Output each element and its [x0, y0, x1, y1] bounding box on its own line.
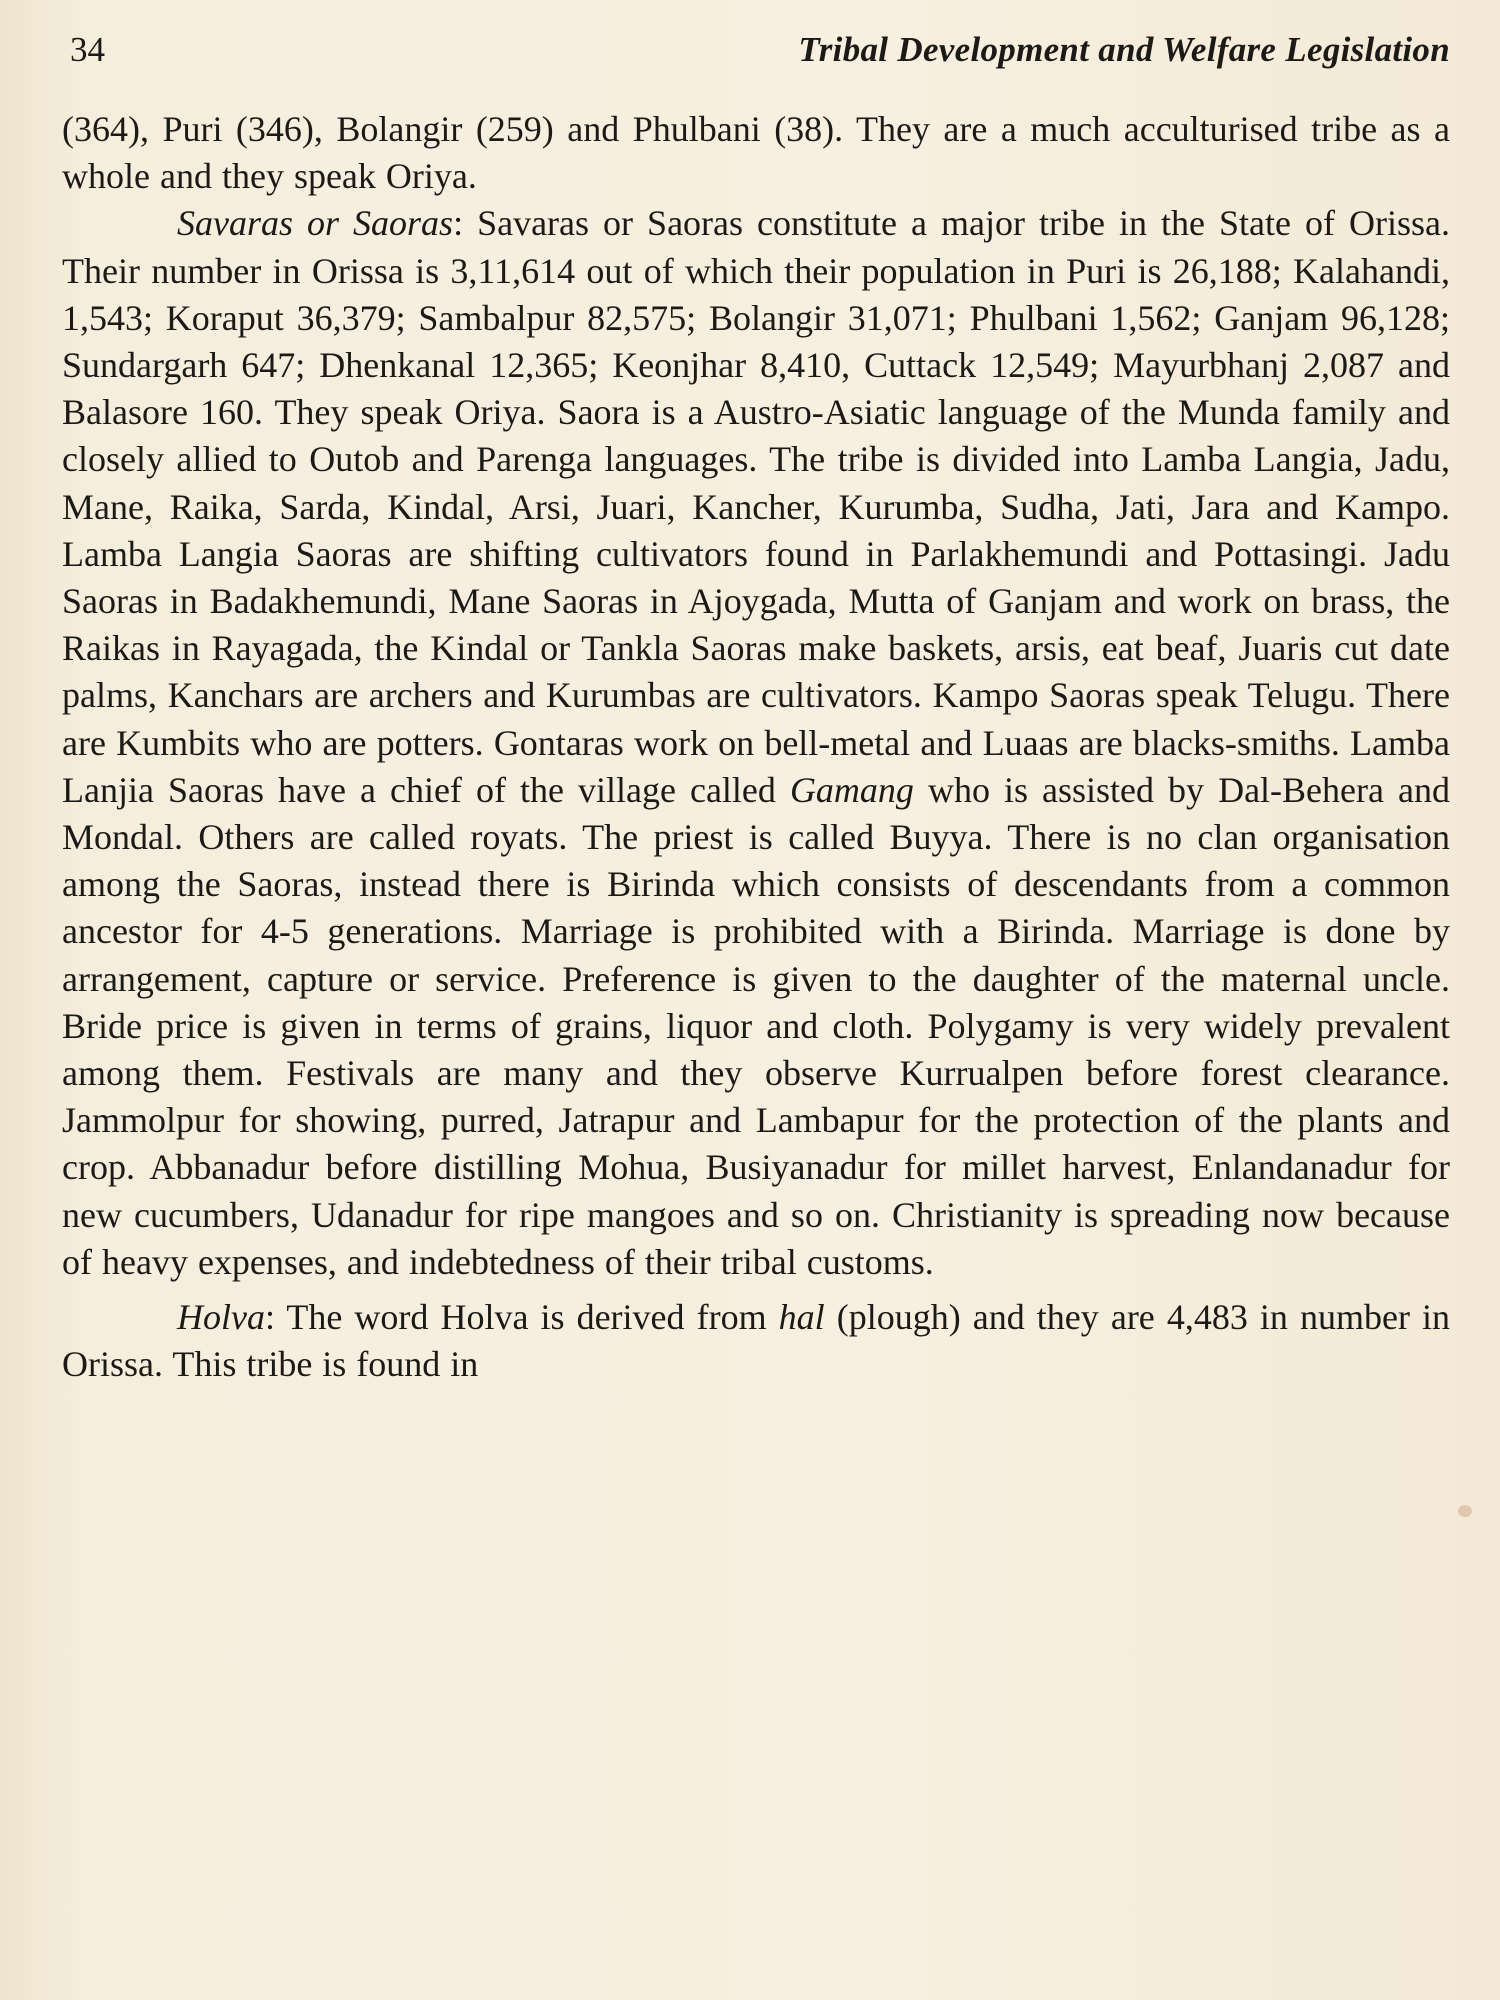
running-head	[62, 30, 1450, 92]
paragraph-holva	[62, 1294, 1450, 1388]
paragraph-text-continued: (plough) and they are 4,483 in number in Orissa. This tribe is found in	[62, 1297, 1450, 1385]
section-lead-in: Holva	[177, 1297, 265, 1338]
paragraph-text: : Savaras or Saoras constitute a major tribe in the State of Orissa. Their number in Orissa is 3,11,614 out of which their population in Puri is 26,188; Kalahandi, 1,543; Koraput 36,379; Sambalpur 82,575; Bolangir 31,071; Phulbani 1,562; Ganjam 96,128; Sundargarh 647; Dhenkanal 12,365; Keonjhar 8,410, Cuttack 12,549; Mayurbhanj 2,087 and Balasore 160. They speak Oriya. Saora is a Austro-Asiatic language of the Munda family and closely allied to Outob and Parenga languages. The tribe is divided into Lamba Langia, Jadu, Mane, Raika, Sarda, Kindal, Arsi, Juari, Kancher, Kurumba, Sudha, Jati, Jara and Kampo. Lamba Langia Saoras are shifting cultivators found in Parlakhemundi and Pottasingi. Jadu Saoras in Badakhemundi, Mane Saoras in Ajoygada, Mutta of Ganjam and work on brass, the Raikas in Rayagada, the Kindal or Tankla Saoras make baskets, arsis, eat beaf, Juaris cut date palms, Kanchars are archers and Kurumbas are cultivators. Kampo Saoras speak Telugu. There are Kumbits who are potters. Gontaras work on bell-metal and Luaas are blacks-smiths. Lamba Lanjia Saoras have a chief of the village called	[62, 203, 1450, 810]
running-title: Tribal Development and Welfare Legislation	[798, 30, 1450, 69]
italic-term: hal	[778, 1297, 825, 1338]
section-lead-in: Savaras or Saoras	[177, 203, 454, 244]
paragraph-text: (364), Puri (346), Bolangir (259) and Phulbani (38). They are a much acculturised tribe as a whole and they speak Oriya.	[62, 109, 1450, 197]
italic-term: Gamang	[789, 769, 914, 810]
paragraph-text: : The word Holva is derived from	[264, 1297, 779, 1338]
body-text	[62, 106, 1450, 1388]
paper-stain	[1458, 1505, 1472, 1517]
page-number: 34	[70, 30, 105, 69]
paragraph-savaras	[62, 200, 1450, 1286]
paragraph-continuation	[62, 106, 1450, 200]
paragraph-text-continued: who is assisted by Dal-Behera and Mondal. Others are called royats. The priest is called Buyya. There is no clan organisation among the Saoras, instead there is Birinda which consists of descendants from a common ancestor for 4-5 generations. Marriage is prohibited with a Birinda. Marriage is done by arrangement, capture or service. Preference is given to the daughter of the maternal uncle. Bride price is given in terms of grains, liquor and cloth. Polygamy is very widely prevalent among them. Festivals are many and they observe Kurrualpen before forest clearance. Jammolpur for showing, purred, Jatrapur and Lambapur for the protection of the plants and crop. Abbanadur before distilling Mohua, Busiyanadur for millet harvest, Enlandanadur for new cucumbers, Udanadur for ripe mangoes and so on. Christianity is spreading now because of heavy expenses, and indebtedness of their tribal customs.	[62, 769, 1450, 1282]
